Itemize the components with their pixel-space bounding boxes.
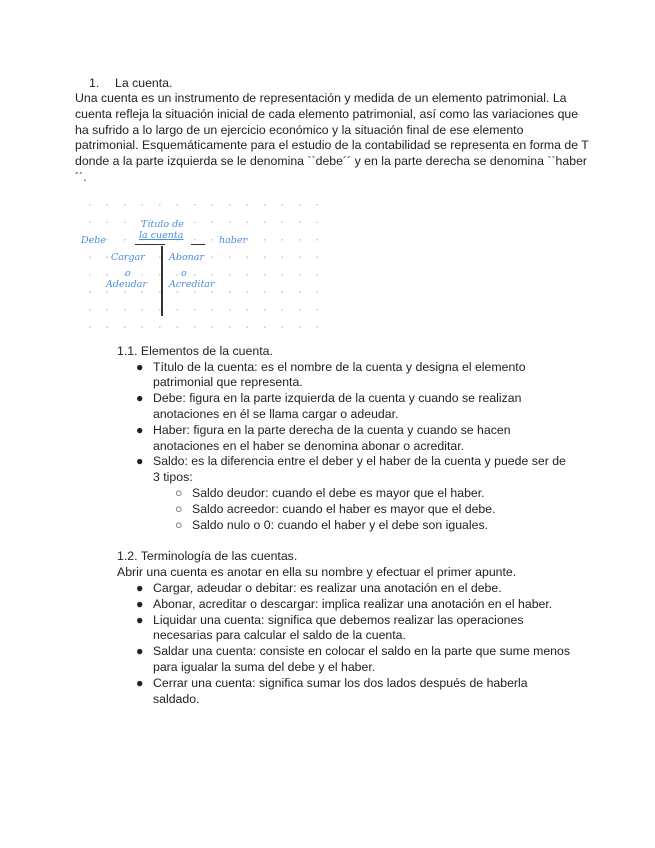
sketch-cargar: Cargar [111, 251, 145, 263]
list-item-text: Cerrar una cuenta: significa sumar los dos lados después de haberla saldado. [153, 675, 528, 706]
heading-number: 1. [89, 76, 100, 90]
list-item-text: Debe: figura en la parte izquierda de la cuenta y cuando se realizan anotaciones en él se llama cargar o adeudar. [153, 391, 522, 421]
intro-paragraph: Una cuenta es un instrumento de representación y medida de un elemento patrimonial. La cuenta refleja la situación inicial de cada elemento patrimonial, así como las variaciones que ha sufrido a lo largo de un ejercicio económico y la situación final de ese elemento patrimonial. Esquemáticamente para el estudio de la contabilidad se representa en forma de T donde a la parte izquierda se le denomina ``debe´´ y en la parte derecha se denomina ``haber´´. [75, 91, 589, 184]
bullet-icon: ● [136, 612, 144, 627]
bullet-icon: ● [136, 675, 144, 690]
list-item [136, 360, 576, 392]
subsection-title-elementos: 1.1. Elementos de la cuenta. [117, 343, 273, 358]
sketch-adeudar: Adeudar [106, 278, 147, 290]
bullet-icon: ● [136, 596, 144, 611]
sub-list-item [175, 518, 576, 534]
bullet-icon: ● [136, 644, 144, 659]
subsection-title-terminologia: 1.2. Terminología de las cuentas. [117, 549, 298, 564]
sketch-titulo-1: Título de [141, 218, 184, 230]
list-item [136, 597, 576, 613]
list-item [136, 613, 576, 645]
list-item-text: Saldar una cuenta: consiste en colocar el saldo en la parte que sume menos para igualar la suma del debe y el haber. [153, 644, 570, 674]
list-item-text: Haber: figura en la parte derecha de la cuenta y cuando se hacen anotaciones en el haber se denomina abonar o acreditar. [153, 422, 511, 453]
list-item [136, 423, 576, 455]
sketch-titulo-2: la cuenta [139, 229, 184, 241]
sub-list-item-text: Saldo acreedor: cuando el haber es mayor que el debe. [192, 501, 496, 516]
t-account-sketch [75, 194, 325, 334]
heading-title: La cuenta. [115, 76, 173, 90]
list-item-text: Cargar, adeudar o debitar: es realizar una anotación en el debe. [153, 580, 502, 595]
sketch-o-1: o [125, 267, 131, 279]
t-line-vertical [161, 246, 163, 316]
sketch-debe: Debe [81, 234, 106, 246]
list-item [136, 644, 576, 676]
list-item-text: Liquidar una cuenta: significa que debemos realizar las operaciones necesarias para calcular el saldo de la cuenta. [153, 612, 524, 643]
terminologia-list [136, 581, 576, 707]
sketch-o-2: o [181, 267, 187, 279]
bullet-icon: ● [136, 454, 144, 469]
section-heading [89, 75, 655, 91]
circle-bullet-icon: ○ [175, 517, 183, 532]
list-item [136, 391, 576, 423]
sketch-haber: haber [219, 234, 248, 246]
terminologia-intro: Abrir una cuenta es anotar en ella su nombre y efectuar el primer apunte. [117, 565, 517, 580]
elementos-list [136, 360, 576, 534]
list-item-text: Título de la cuenta: es el nombre de la cuenta y designa el elemento patrimonial que representa. [153, 359, 526, 390]
saldo-types-list [153, 486, 576, 533]
bullet-icon: ● [136, 422, 144, 437]
bullet-icon: ● [136, 580, 144, 595]
circle-bullet-icon: ○ [175, 501, 183, 516]
sketch-abonar: Abonar [169, 251, 204, 263]
list-item-text: Abonar, acreditar o descargar: implica realizar una anotación en el haber. [153, 596, 553, 611]
list-item [136, 454, 576, 533]
sub-list-item [175, 502, 576, 518]
circle-bullet-icon: ○ [175, 485, 183, 500]
list-item [136, 581, 576, 597]
sketch-acreditar: Acreditar [169, 278, 215, 290]
t-line-right [191, 244, 205, 245]
bullet-icon: ● [136, 391, 144, 406]
list-item [136, 676, 576, 708]
list-item-text: Saldo: es la diferencia entre el deber y el haber de la cuenta y puede ser de 3 tipos: [153, 454, 566, 485]
bullet-icon: ● [136, 359, 144, 374]
sub-list-item-text: Saldo deudor: cuando el debe es mayor que el haber. [192, 485, 485, 500]
sub-list-item [175, 486, 576, 502]
t-line-left [135, 244, 165, 245]
sub-list-item-text: Saldo nulo o 0: cuando el haber y el debe son iguales. [192, 517, 489, 532]
